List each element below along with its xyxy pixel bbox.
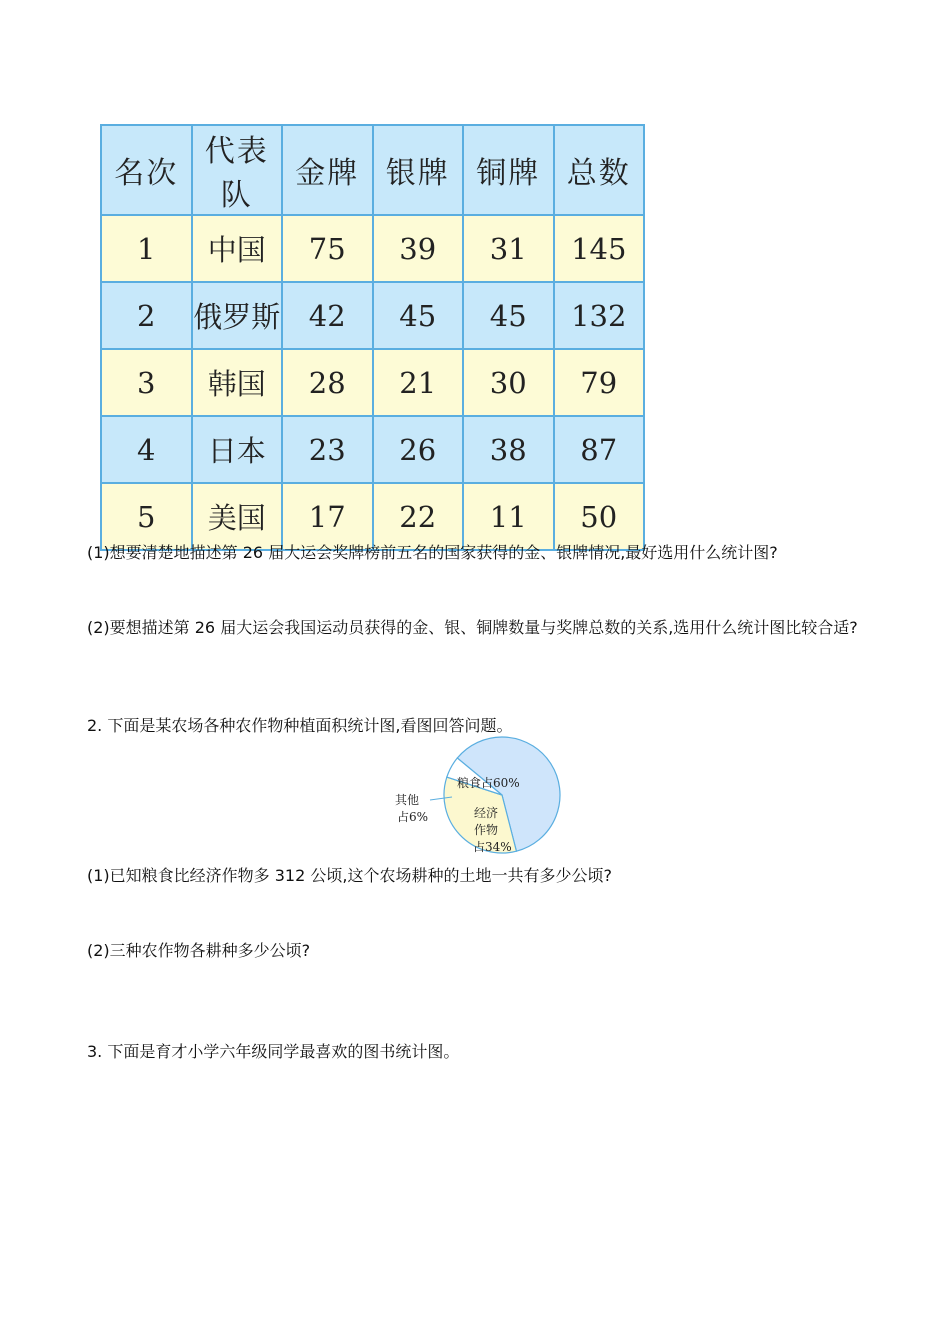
cell-rank: 2 [101,282,192,349]
cell-gold: 28 [282,349,373,416]
header-total: 总数 [554,125,645,215]
cell-total: 132 [554,282,645,349]
pie-label-other-2: 占6% [397,810,429,824]
cell-rank: 5 [101,483,192,550]
cell-total: 87 [554,416,645,483]
header-bronze: 铜牌 [463,125,554,215]
cell-silver: 39 [373,215,464,282]
pie-label-other-1: 其他 [395,793,420,807]
pie-label-cash-2: 作物 [474,823,499,837]
cell-gold: 75 [282,215,373,282]
table-row [101,349,644,416]
question-2-intro: 2. 下面是某农场各种农作物种植面积统计图,看图回答问题。 [87,716,513,735]
question-1-2: (2)要想描述第 26 届大运会我国运动员获得的金、银、铜牌数量与奖牌总数的关系,选用什么统计图比较合适? [87,618,858,637]
table-row [101,282,644,349]
question-2-2: (2)三种农作物各耕种多少公顷? [87,941,311,960]
cell-total: 50 [554,483,645,550]
question-2-1: (1)已知粮食比经济作物多 312 公顷,这个农场耕种的土地一共有多少公顷? [87,866,612,885]
pie-label-cash-1: 经济 [474,806,499,820]
question-1-1: (1)想要清楚地描述第 26 届大运会奖牌榜前五名的国家获得的金、银牌情况,最好选用什么统计图? [87,543,778,562]
cell-silver: 21 [373,349,464,416]
cell-team: 美国 [192,483,283,550]
table-header-row [101,125,644,215]
cell-team: 俄罗斯 [192,282,283,349]
cell-bronze: 30 [463,349,554,416]
question-3-intro: 3. 下面是育才小学六年级同学最喜欢的图书统计图。 [87,1042,460,1061]
cell-bronze: 11 [463,483,554,550]
cell-bronze: 38 [463,416,554,483]
cell-silver: 26 [373,416,464,483]
pie-label-grain: 粮食占60% [457,776,520,790]
cell-bronze: 45 [463,282,554,349]
cell-team: 韩国 [192,349,283,416]
header-team: 代表队 [192,125,283,215]
header-gold: 金牌 [282,125,373,215]
table-row [101,416,644,483]
cell-gold: 23 [282,416,373,483]
table-row [101,215,644,282]
cell-rank: 3 [101,349,192,416]
cell-total: 79 [554,349,645,416]
cell-rank: 1 [101,215,192,282]
header-rank: 名次 [101,125,192,215]
crop-area-pie-chart [390,735,570,860]
cell-bronze: 31 [463,215,554,282]
cell-team: 中国 [192,215,283,282]
cell-rank: 4 [101,416,192,483]
cell-gold: 42 [282,282,373,349]
cell-total: 145 [554,215,645,282]
pie-label-cash-3: 占34% [473,840,512,854]
medal-table [100,124,645,551]
header-silver: 银牌 [373,125,464,215]
cell-team: 日本 [192,416,283,483]
cell-silver: 22 [373,483,464,550]
cell-silver: 45 [373,282,464,349]
cell-gold: 17 [282,483,373,550]
